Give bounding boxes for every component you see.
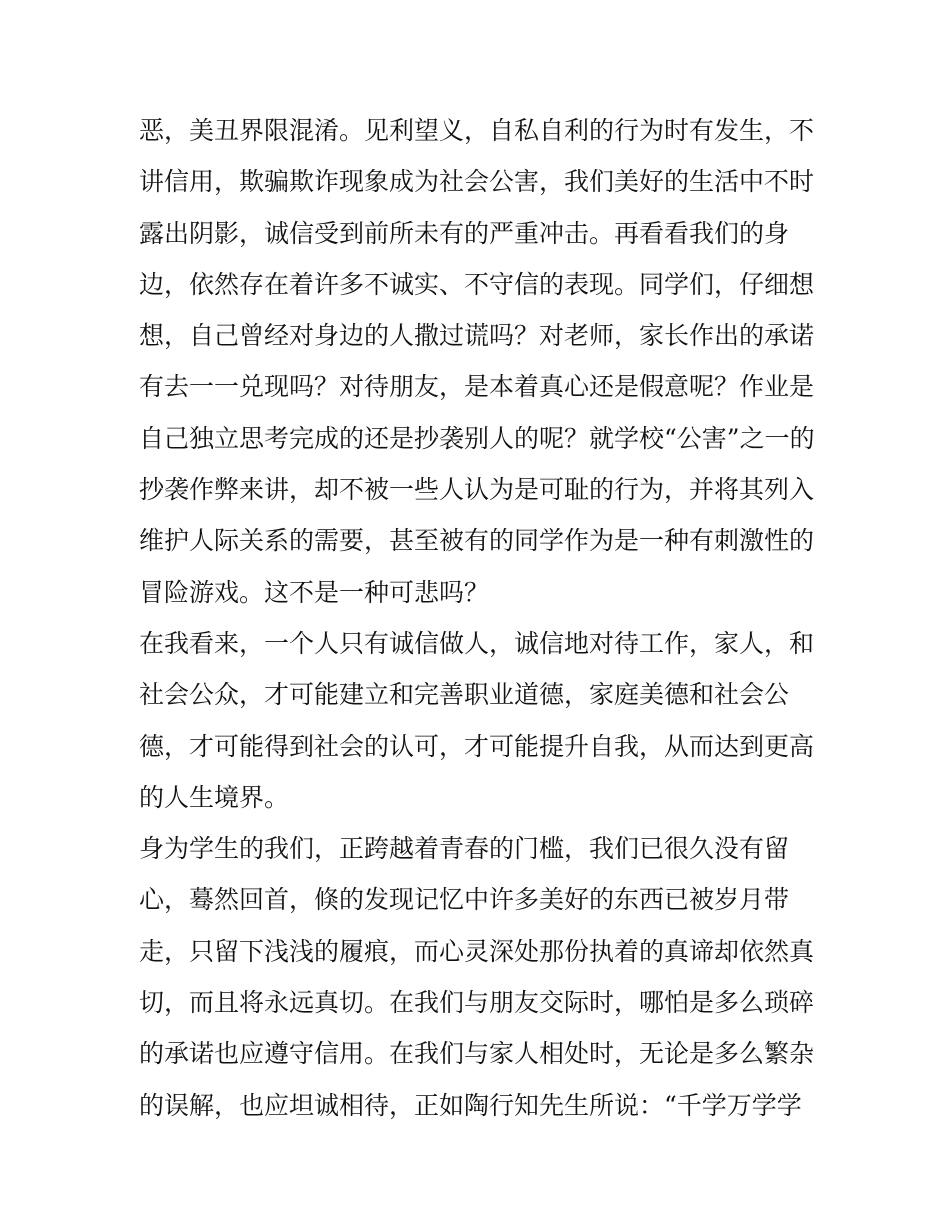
text-line: 的人生境界。 xyxy=(139,782,290,812)
text-line: 想，自己曾经对身边的人撒过谎吗？对老师，家长作出的承诺 xyxy=(139,321,815,351)
text-line: 自己独立思考完成的还是抄袭别人的呢？就学校“公害”之一的 xyxy=(139,423,815,453)
text-line: 心，蓦然回首，倏的发现记忆中许多美好的东西已被岁月带 xyxy=(139,885,790,915)
text-line: 切，而且将永远真切。在我们与朋友交际时，哪怕是多么琐碎 xyxy=(139,988,815,1018)
text-line: 身为学生的我们，正跨越着青春的门槛，我们已很久没有留 xyxy=(139,834,790,864)
text-line: 恶，美丑界限混淆。见利望义，自私自利的行为时有发生，不 xyxy=(139,116,815,145)
document-body xyxy=(139,105,819,1131)
text-line: 走，只留下浅浅的履痕，而心灵深处那份执着的真谛却依然真 xyxy=(139,936,815,966)
text-line: 冒险游戏。这不是一种可悲吗？ xyxy=(139,577,490,607)
text-line: 抄袭作弊来讲，却不被一些人认为是可耻的行为，并将其列入 xyxy=(139,475,815,505)
text-line: 德，才可能得到社会的认可，才可能提升自我，从而达到更高 xyxy=(139,731,815,761)
text-line: 边，依然存在着许多不诚实、不守信的表现。同学们，仔细想 xyxy=(139,269,815,299)
text-line: 的误解，也应坦诚相待，正如陶行知先生所说：“千学万学学 xyxy=(139,1090,802,1120)
text-line: 的承诺也应遵守信用。在我们与家人相处时，无论是多么繁杂 xyxy=(139,1039,815,1069)
text-line: 有去一一兑现吗？对待朋友，是本着真心还是假意呢？作业是 xyxy=(139,372,815,402)
text-line: 社会公众，才可能建立和完善职业道德，家庭美德和社会公 xyxy=(139,680,790,710)
text-line: 露出阴影，诚信受到前所未有的严重冲击。再看看我们的身 xyxy=(139,218,790,248)
text-line: 维护人际关系的需要，甚至被有的同学作为是一种有刺激性的 xyxy=(139,526,815,556)
text-line: 在我看来，一个人只有诚信做人，诚信地对待工作，家人，和 xyxy=(139,628,815,658)
text-line: 讲信用，欺骗欺诈现象成为社会公害，我们美好的生活中不时 xyxy=(139,167,815,197)
